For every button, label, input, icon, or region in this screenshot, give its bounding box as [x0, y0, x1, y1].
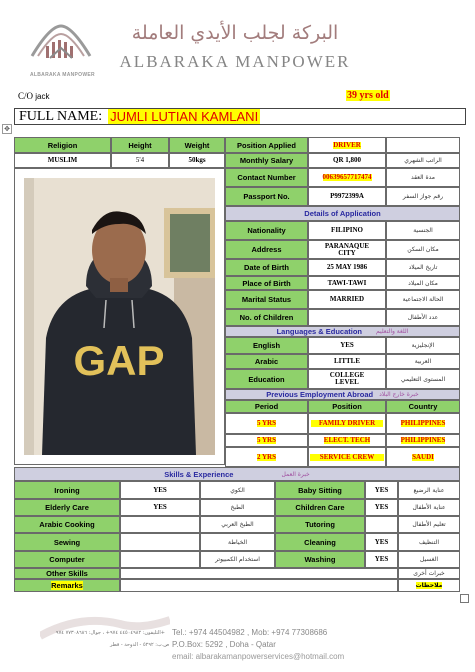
footer-phone: Tel.: +974 44504982 , Mob: +974 77308686 [172, 628, 328, 637]
skill-row-4-label-left: Sewing [14, 533, 120, 551]
dob-label: Date of Birth [225, 259, 308, 276]
english-label: English [225, 337, 308, 354]
skill-row-4-value-left [120, 533, 200, 551]
languages-title: Languages & Education اللغة والتعليم [225, 326, 460, 337]
emp1-country: PHILIPPINES [386, 413, 460, 434]
other-skills-value [120, 568, 398, 579]
skill-row-4-arabic-right: التنظيف [398, 533, 460, 551]
remarks-value [120, 579, 398, 592]
company-logo [28, 22, 94, 74]
remarks-arabic: ملاحظات [398, 579, 460, 592]
emp3-position: SERVICE CREW [308, 447, 386, 467]
emp2-period: 5 YRS [225, 434, 308, 447]
skill-row-3-value-right [365, 516, 398, 533]
arabic-label: Arabic [225, 354, 308, 369]
skill-row-5-value-right: YES [365, 551, 398, 568]
nationality-arabic: الجنسية [386, 221, 460, 240]
contact-arabic: مدة العقد [386, 168, 460, 187]
passport-arabic: رقم جواز السفر [386, 187, 460, 206]
skill-row-4-label-right: Cleaning [275, 533, 365, 551]
age-badge: 39 yrs old [347, 90, 389, 101]
other-skills-label: Other Skills [14, 568, 120, 579]
education-arabic: المستوى التعليمي [386, 369, 460, 389]
position-value: DRIVER [308, 137, 386, 153]
skill-row-2-arabic-right: عناية الأطفال [398, 499, 460, 516]
resize-handle-icon[interactable] [460, 594, 469, 603]
footer-pobox-arabic: ص.ب: ٥٢٩٢ - الدوحة - قطر [110, 642, 170, 648]
skill-row-1-arabic-right: عناية الرضيع [398, 481, 460, 499]
religion-value: MUSLIM [14, 153, 111, 168]
header [0, 0, 475, 88]
skill-row-4-value-right: YES [365, 533, 398, 551]
svg-text:GAP: GAP [73, 337, 165, 384]
footer [0, 610, 475, 672]
skill-row-1-value-left: YES [120, 481, 200, 499]
skill-row-3-value-left [120, 516, 200, 533]
skill-row-1-label-right: Baby Sitting [275, 481, 365, 499]
footer-email: email: albarakamanpowerservices@hotmail.com [172, 652, 345, 661]
marital-value: MARRIED [308, 290, 386, 309]
emp2-position: ELECT. TECH [308, 434, 386, 447]
footer-pobox: P.O.Box: 5292 , Doha - Qatar [172, 640, 276, 649]
education-label: Education [225, 369, 308, 389]
nationality-value: FILIPINO [308, 221, 386, 240]
weight-value: 50kgs [169, 153, 225, 168]
details-title: Details of Application [225, 206, 460, 221]
marital-arabic: الحالة الاجتماعية [386, 290, 460, 309]
skill-row-3-label-left: Arabic Cooking [14, 516, 120, 533]
skill-row-1-value-right: YES [365, 481, 398, 499]
passport-label: Passport No. [225, 187, 308, 206]
skill-row-3-arabic-right: تعليم الأطفال [398, 516, 460, 533]
pob-value: TAWI-TAWI [308, 276, 386, 290]
skill-row-5-label-right: Washing [275, 551, 365, 568]
logo-caption: ALBARAKA MANPOWER [30, 72, 95, 78]
contact-value: 00639657717474 [308, 168, 386, 187]
skill-row-1-label-left: Ironing [14, 481, 120, 499]
arabic-arabic: العربية [386, 354, 460, 369]
skill-row-2-value-right: YES [365, 499, 398, 516]
skill-row-3-label-right: Tutoring [275, 516, 365, 533]
position-label: Position Applied [225, 137, 308, 153]
skill-row-5-arabic-left: استخدام الكمبيوتر [200, 551, 275, 568]
skill-row-3-arabic-left: الطبخ العربي [200, 516, 275, 533]
remarks-label: Remarks [14, 579, 120, 592]
contact-label: Contact Number [225, 168, 308, 187]
position-blank [386, 137, 460, 153]
marital-label: Marital Status [225, 290, 308, 309]
height-label: Height [111, 137, 169, 153]
other-skills-arabic: خبرات أخرى [398, 568, 460, 579]
skill-row-5-arabic-right: الغسيل [398, 551, 460, 568]
footer-phone-arabic: التليفون: ٤٤٥٠٤٩٨٢ ٩٧٤+ ، جوال: ٧٧٣٠٨٦٨٦ ٩٧٤+ [55, 630, 165, 636]
address-label: Address [225, 240, 308, 259]
position-header: Position [308, 400, 386, 413]
period-header: Period [225, 400, 308, 413]
children-value [308, 309, 386, 326]
care-of [18, 91, 50, 101]
english-arabic: الإنجليزية [386, 337, 460, 354]
children-label: No. of Children [225, 309, 308, 326]
skill-row-2-arabic-left: الطبخ [200, 499, 275, 516]
full-name-box [14, 108, 466, 125]
salary-value: QR 1,800 [308, 153, 386, 168]
emp3-period: 2 YRS [225, 447, 308, 467]
employment-title: Previous Employment Abroad خبرة خارج البلاد [225, 389, 460, 400]
height-value: 5'4 [111, 153, 169, 168]
emp3-country: SAUDI [386, 447, 460, 467]
pob-label: Place of Birth [225, 276, 308, 290]
emp1-position: FAMILY DRIVER [308, 413, 386, 434]
education-value: COLLEGE LEVEL [308, 369, 386, 389]
full-name-value: JUMLI LUTIAN KAMLANI [110, 109, 259, 124]
address-value: PARANAQUE CITY [308, 240, 386, 259]
passport-value: P9972399A [308, 187, 386, 206]
religion-label: Religion [14, 137, 111, 153]
company-name: ALBARAKA MANPOWER [119, 52, 351, 71]
emp1-period: 5 YRS [225, 413, 308, 434]
applicant-photo [24, 178, 215, 455]
skills-title: Skills & Experience خبرة العمل [14, 467, 460, 481]
skill-row-1-arabic-left: الكوي [200, 481, 275, 499]
agent-name: jack [35, 92, 50, 101]
dob-arabic: تاريخ الميلاد [386, 259, 460, 276]
nationality-label: Nationality [225, 221, 308, 240]
full-name-label: FULL NAME: [19, 108, 103, 124]
salary-label: Monthly Salary [225, 153, 308, 168]
pob-arabic: مكان الميلاد [386, 276, 460, 290]
skill-row-4-arabic-left: الخياطة [200, 533, 275, 551]
skill-row-2-label-right: Children Care [275, 499, 365, 516]
english-value: YES [308, 337, 386, 354]
company-name-arabic: البركة لجلب الأيدي العاملة [131, 22, 339, 44]
skill-row-2-label-left: Elderly Care [14, 499, 120, 516]
care-of-label: C/O [18, 91, 34, 101]
emp2-country: PHILIPPINES [386, 434, 460, 447]
country-header: Country [386, 400, 460, 413]
salary-arabic: الراتب الشهري [386, 153, 460, 168]
arabic-value: LITTLE [308, 354, 386, 369]
skill-row-5-label-left: Computer [14, 551, 120, 568]
dob-value: 25 MAY 1986 [308, 259, 386, 276]
weight-label: Weight [169, 137, 225, 153]
skill-row-2-value-left: YES [120, 499, 200, 516]
move-handle-icon[interactable]: ✥ [2, 124, 12, 134]
skill-row-5-value-left [120, 551, 200, 568]
children-arabic: عدد الأطفال [386, 309, 460, 326]
address-arabic: مكان السكن [386, 240, 460, 259]
